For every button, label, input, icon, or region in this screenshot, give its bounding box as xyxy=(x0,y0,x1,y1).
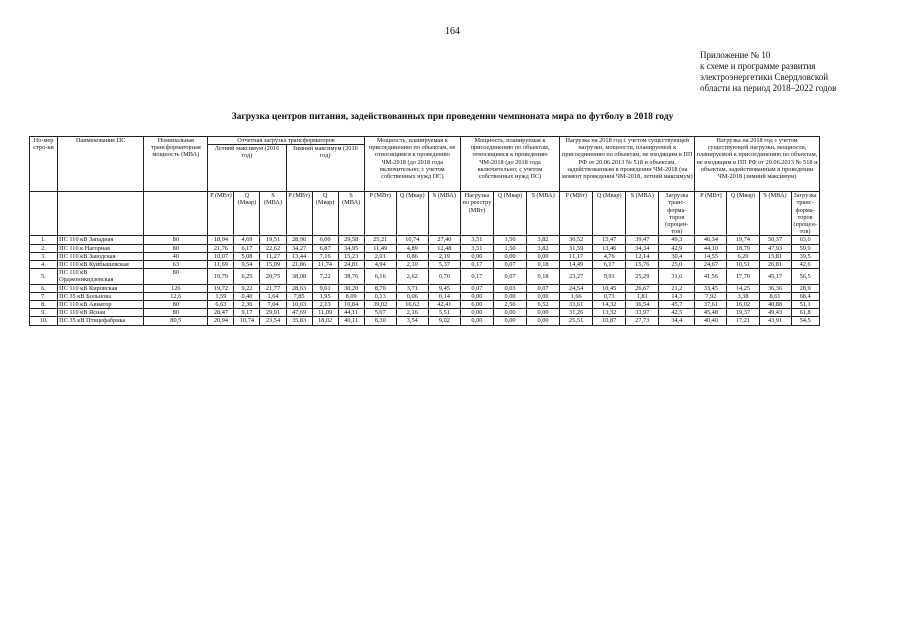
value-cell: 30,4 xyxy=(659,252,695,260)
rated-capacity: 80 xyxy=(144,309,208,317)
row-number: 2. xyxy=(30,244,58,252)
value-cell: 10,51 xyxy=(727,261,759,269)
value-cell: 56,5 xyxy=(791,269,819,284)
value-cell: 61,8 xyxy=(791,309,819,317)
value-cell: 6,87 xyxy=(312,244,338,252)
value-cell: 9,45 xyxy=(428,284,460,292)
value-cell: 13,44 xyxy=(286,252,312,260)
value-cell: 0,14 xyxy=(428,292,460,300)
value-cell: 33,61 xyxy=(560,301,593,309)
value-cell: 0,00 xyxy=(460,252,493,260)
value-cell: 16,62 xyxy=(396,301,428,309)
value-cell: 15,09 xyxy=(260,261,286,269)
value-cell: 44,11 xyxy=(338,309,364,317)
table-row xyxy=(30,236,876,244)
rated-capacity: 126 xyxy=(144,284,208,292)
value-cell: 18,79 xyxy=(727,244,759,252)
value-cell: 39,5 xyxy=(791,252,819,260)
value-cell: 34,34 xyxy=(626,244,659,252)
value-cell: 0,00 xyxy=(493,317,526,325)
substation-name: ПС 110 кВ Кировская xyxy=(58,284,144,292)
row-number: 7. xyxy=(30,292,58,300)
appendix-line: к схеме и программе развития xyxy=(700,61,816,71)
value-cell: 6,20 xyxy=(727,252,759,260)
value-cell: 36,36 xyxy=(759,284,791,292)
value-cell: 49,43 xyxy=(759,309,791,317)
row-number: 5. xyxy=(30,269,58,284)
value-cell: 6,25 xyxy=(234,269,260,284)
value-cell: 4,69 xyxy=(234,236,260,244)
value-cell: 11,27 xyxy=(260,252,286,260)
value-cell: 28,47 xyxy=(208,309,234,317)
value-cell: 26,67 xyxy=(626,284,659,292)
page-number: 164 xyxy=(445,26,460,37)
row-number: 6. xyxy=(30,284,58,292)
subheader-q: Q (Мвар) xyxy=(593,192,626,236)
value-cell: 2,56 xyxy=(493,301,526,309)
header-summer: Летний максимум (2016 год) xyxy=(208,145,286,192)
value-cell: 19,51 xyxy=(260,236,286,244)
value-cell: 0,00 xyxy=(460,292,493,300)
table-row xyxy=(30,284,876,292)
value-cell: 24,81 xyxy=(338,261,364,269)
subheader-p: P (МВт) xyxy=(695,192,727,236)
value-cell: 0,07 xyxy=(527,284,560,292)
value-cell: 46,34 xyxy=(695,236,727,244)
value-cell: 1,59 xyxy=(208,292,234,300)
value-cell: 1,66 xyxy=(560,292,593,300)
value-cell: 9,91 xyxy=(593,269,626,284)
row-number: 8. xyxy=(30,301,58,309)
value-cell: 35,83 xyxy=(286,317,312,325)
value-cell: 13,46 xyxy=(593,244,626,252)
header-planned: Мощность, планируемая к присоединению по объектам, не относящимся к проведению ЧМ-2018 (до 2018 года включительно; с учетом собственных нужд ПС) xyxy=(364,137,460,192)
substation-name: ПС 110 кВ Заводская xyxy=(58,252,144,260)
subheader-s: S (МВА) xyxy=(527,192,560,236)
value-cell: 15,81 xyxy=(759,252,791,260)
value-cell: 33,97 xyxy=(626,309,659,317)
value-cell: 42,6 xyxy=(791,261,819,269)
value-cell: 25,21 xyxy=(364,236,396,244)
substation-name: ПС 110 кВ Авиатор xyxy=(58,301,144,309)
value-cell: 19,79 xyxy=(208,269,234,284)
value-cell: 38,08 xyxy=(286,269,312,284)
value-cell: 21,86 xyxy=(286,261,312,269)
value-cell: 0,07 xyxy=(493,269,526,284)
value-cell: 34,95 xyxy=(338,244,364,252)
value-cell: 15,47 xyxy=(593,236,626,244)
value-cell: 20,75 xyxy=(260,269,286,284)
value-cell: 15,76 xyxy=(626,261,659,269)
value-cell: 41,56 xyxy=(695,269,727,284)
substation-name: ПС 110 кВ Ясная xyxy=(58,309,144,317)
value-cell: 15,23 xyxy=(338,252,364,260)
table-row xyxy=(30,292,876,300)
value-cell: 68,4 xyxy=(791,292,819,300)
subheader-transformer-load: Загрузка транс-форма-торов (процен-тов) xyxy=(659,192,695,236)
header-row xyxy=(30,137,876,145)
value-cell: 36,52 xyxy=(560,236,593,244)
substation-name: ПС 35 кВ Птицефабрика xyxy=(58,317,144,325)
value-cell: 10,74 xyxy=(396,236,428,244)
value-cell: 28,96 xyxy=(286,236,312,244)
subheader-load-registry: Нагрузка по реестру (МВт) xyxy=(460,192,493,236)
subheader-s: S (МВА) xyxy=(260,192,286,236)
row-number: 3. xyxy=(30,252,58,260)
value-cell: 31,6 xyxy=(659,269,695,284)
value-cell: 0,07 xyxy=(460,284,493,292)
value-cell: 6,17 xyxy=(234,244,260,252)
subheader-q: Q (Мвар) xyxy=(727,192,759,236)
substation-name: ПС 110 кВ Куйбышевская xyxy=(58,261,144,269)
value-cell: 40,88 xyxy=(759,301,791,309)
value-cell: 1,50 xyxy=(493,236,526,244)
value-cell: 1,50 xyxy=(493,244,526,252)
value-cell: 24,67 xyxy=(695,261,727,269)
header-worldcup: Мощность, планируемая к присоединению по объектам, относящимся к проведению ЧМ-2018 (до 2018 года включительно; с учетом собственных нужд ПС) xyxy=(460,137,559,192)
substation-name: ПС 110 кВ Западная xyxy=(58,236,144,244)
value-cell: 6,63 xyxy=(208,301,234,309)
value-cell: 33,45 xyxy=(695,284,727,292)
appendix-line: Приложение № 10 xyxy=(700,50,771,60)
value-cell: 0,00 xyxy=(493,292,526,300)
value-cell: 17,70 xyxy=(727,269,759,284)
value-cell: 0,06 xyxy=(396,292,428,300)
subheader-s: S (МВА) xyxy=(338,192,364,236)
value-cell: 50,37 xyxy=(759,236,791,244)
value-cell: 3,54 xyxy=(396,317,428,325)
value-cell: 9,54 xyxy=(234,261,260,269)
value-cell: 14,49 xyxy=(560,261,593,269)
value-cell: 2,01 xyxy=(364,252,396,260)
value-cell: 6,00 xyxy=(460,301,493,309)
value-cell: 4,76 xyxy=(593,252,626,260)
value-cell: 0,03 xyxy=(493,284,526,292)
header-name: Наименование ПС xyxy=(58,137,144,192)
value-cell: 31,59 xyxy=(560,244,593,252)
value-cell: 7,22 xyxy=(312,269,338,284)
subheader-p: P (МВт) xyxy=(208,192,234,236)
rated-capacity: 80 xyxy=(144,269,208,284)
value-cell: 3,38 xyxy=(727,292,759,300)
value-cell: 0,00 xyxy=(527,252,560,260)
value-cell: 26,81 xyxy=(759,261,791,269)
value-cell: 0,40 xyxy=(234,292,260,300)
value-cell: 8,09 xyxy=(338,292,364,300)
value-cell: 5,37 xyxy=(428,261,460,269)
value-cell: 17,21 xyxy=(727,317,759,325)
subheader-blank xyxy=(144,192,208,236)
value-cell: 18,94 xyxy=(208,236,234,244)
value-cell: 9,61 xyxy=(312,284,338,292)
value-cell: 29,58 xyxy=(338,236,364,244)
value-cell: 9,02 xyxy=(428,317,460,325)
value-cell: 11,74 xyxy=(312,261,338,269)
table-row xyxy=(30,301,876,309)
value-cell: 0,17 xyxy=(460,269,493,284)
value-cell: 12,48 xyxy=(428,244,460,252)
substation-name: ПС 35 кВ Больнова xyxy=(58,292,144,300)
value-cell: 2,10 xyxy=(396,261,428,269)
value-cell: 2,19 xyxy=(428,252,460,260)
rated-capacity: 80 xyxy=(144,301,208,309)
value-cell: 25,0 xyxy=(659,261,695,269)
value-cell: 3,71 xyxy=(396,284,428,292)
value-cell: 6,16 xyxy=(364,269,396,284)
value-cell: 10,84 xyxy=(338,301,364,309)
value-cell: 8,61 xyxy=(759,292,791,300)
value-cell: 2,62 xyxy=(396,269,428,284)
header-load-winter: Нагрузка на 2018 год с учетом существующей нагрузки, мощности, планируемой к присоединению по объектам, не входящим в ПП РФ от 20.06.2013 № 518 и объектам, задействованным в проведении ЧМ-2018 (зимний максимум) xyxy=(695,137,819,192)
value-cell: 21,77 xyxy=(260,284,286,292)
value-cell: 0,18 xyxy=(527,269,560,284)
subheader-p: P (МВт) xyxy=(560,192,593,236)
value-cell: 0,71 xyxy=(593,292,626,300)
value-cell: 0,00 xyxy=(527,309,560,317)
appendix-caption xyxy=(700,50,900,94)
value-cell: 20,94 xyxy=(208,317,234,325)
value-cell: 63,0 xyxy=(791,236,819,244)
document-title: Загрузка центров питания, задействованных при проведении чемпионата мира по футболу в 2018 году xyxy=(231,112,674,122)
value-cell: 0,00 xyxy=(460,317,493,325)
table-row xyxy=(30,309,876,317)
value-cell: 3,51 xyxy=(460,244,493,252)
value-cell: 11,49 xyxy=(364,244,396,252)
value-cell: 12,14 xyxy=(626,252,659,260)
subheader-q: Q (Мвар) xyxy=(493,192,526,236)
value-cell: 10,63 xyxy=(286,301,312,309)
table-row xyxy=(30,269,876,284)
value-cell: 47,93 xyxy=(759,244,791,252)
value-cell: 10,87 xyxy=(593,317,626,325)
value-cell: 9,17 xyxy=(234,309,260,317)
value-cell: 0,86 xyxy=(396,252,428,260)
subheader-q: Q (Мвар) xyxy=(396,192,428,236)
value-cell: 21,76 xyxy=(208,244,234,252)
rated-capacity: 80 xyxy=(144,236,208,244)
value-cell: 6,17 xyxy=(593,261,626,269)
subheader-blank xyxy=(30,192,58,236)
value-cell: 2,13 xyxy=(312,301,338,309)
value-cell: 22,62 xyxy=(260,244,286,252)
value-cell: 11,17 xyxy=(560,252,593,260)
header-capacity: Номинальная трансформаторная мощность (МВА) xyxy=(144,137,208,192)
value-cell: 7,92 xyxy=(695,292,727,300)
value-cell: 0,00 xyxy=(527,317,560,325)
value-cell: 25,51 xyxy=(560,317,593,325)
value-cell: 45,48 xyxy=(695,309,727,317)
value-cell: 8,30 xyxy=(364,317,396,325)
value-cell: 9,22 xyxy=(234,284,260,292)
value-cell: 59,9 xyxy=(791,244,819,252)
value-cell: 5,51 xyxy=(428,309,460,317)
value-cell: 5,08 xyxy=(234,252,260,260)
value-cell: 47,69 xyxy=(286,309,312,317)
value-cell: 44,10 xyxy=(695,244,727,252)
value-cell: 6,70 xyxy=(428,269,460,284)
value-cell: 5,07 xyxy=(364,309,396,317)
value-cell: 43,91 xyxy=(759,317,791,325)
value-cell: 51,1 xyxy=(791,301,819,309)
rated-capacity: 63 xyxy=(144,261,208,269)
value-cell: 27,40 xyxy=(428,236,460,244)
subheader-s: S (МВА) xyxy=(759,192,791,236)
subheader-s: S (МВА) xyxy=(428,192,460,236)
value-cell: 23,54 xyxy=(260,317,286,325)
value-cell: 4,89 xyxy=(396,244,428,252)
value-cell: 23,27 xyxy=(560,269,593,284)
value-cell: 2,36 xyxy=(234,301,260,309)
subheader-p: P (МВт) xyxy=(364,192,396,236)
appendix-line: электроэнергетики Свердловской xyxy=(700,72,829,82)
value-cell: 11,69 xyxy=(208,261,234,269)
value-cell: 7,85 xyxy=(286,292,312,300)
value-cell: 14,55 xyxy=(695,252,727,260)
value-cell: 13,32 xyxy=(593,309,626,317)
value-cell: 38,76 xyxy=(338,269,364,284)
value-cell: 39,02 xyxy=(364,301,396,309)
value-cell: 2,16 xyxy=(396,309,428,317)
value-cell: 28,9 xyxy=(791,284,819,292)
subheader-blank xyxy=(58,192,144,236)
value-cell: 6,52 xyxy=(527,301,560,309)
value-cell: 10,45 xyxy=(593,284,626,292)
value-cell: 19,37 xyxy=(727,309,759,317)
subheader-q: Q (Мвар) xyxy=(312,192,338,236)
value-cell: 25,29 xyxy=(626,269,659,284)
value-cell: 6,00 xyxy=(312,236,338,244)
value-cell: 49,3 xyxy=(659,236,695,244)
value-cell: 28,63 xyxy=(286,284,312,292)
header-report: Отчетная загрузка трансформаторов xyxy=(208,137,364,145)
table-row xyxy=(30,261,876,269)
value-cell: 14,3 xyxy=(659,292,695,300)
value-cell: 0,00 xyxy=(527,292,560,300)
value-cell: 36,54 xyxy=(626,301,659,309)
value-cell: 8,70 xyxy=(364,284,396,292)
value-cell: 10,74 xyxy=(234,317,260,325)
value-cell: 39,47 xyxy=(626,236,659,244)
table-body xyxy=(30,236,876,325)
value-cell: 0,00 xyxy=(460,309,493,317)
value-cell: 31,26 xyxy=(560,309,593,317)
subheader-s: S (МВА) xyxy=(626,192,659,236)
value-cell: 42,9 xyxy=(659,244,695,252)
value-cell: 27,73 xyxy=(626,317,659,325)
value-cell: 14,25 xyxy=(727,284,759,292)
substation-name: ПС 110 к Нагорная xyxy=(58,244,144,252)
row-number: 10. xyxy=(30,317,58,325)
value-cell: 45,17 xyxy=(759,269,791,284)
table-row xyxy=(30,317,876,325)
value-cell: 34,27 xyxy=(286,244,312,252)
rated-capacity: 80 xyxy=(144,244,208,252)
value-cell: 40,11 xyxy=(338,317,364,325)
subheader-p: P (МВт) xyxy=(286,192,312,236)
row-number: 1. xyxy=(30,236,58,244)
value-cell: 7,04 xyxy=(260,301,286,309)
value-cell: 0,07 xyxy=(493,261,526,269)
value-cell: 29,91 xyxy=(260,309,286,317)
subheader-transformer-load: Загрузка транс-форма-торов (процен-тов) xyxy=(791,192,819,236)
value-cell: 3,82 xyxy=(527,236,560,244)
value-cell: 42,5 xyxy=(659,309,695,317)
substation-name: ПС 110 кВ Орджоникидзевская xyxy=(58,269,144,284)
value-cell: 40,40 xyxy=(695,317,727,325)
value-cell: 42,41 xyxy=(428,301,460,309)
value-cell: 0,00 xyxy=(493,252,526,260)
subheader-q: Q (Мвар) xyxy=(234,192,260,236)
table-row xyxy=(30,244,876,252)
value-cell: 0,00 xyxy=(493,309,526,317)
value-cell: 54,5 xyxy=(791,317,819,325)
value-cell: 24,54 xyxy=(560,284,593,292)
value-cell: 19,74 xyxy=(727,236,759,244)
value-cell: 4,94 xyxy=(364,261,396,269)
value-cell: 7,16 xyxy=(312,252,338,260)
substation-load-table xyxy=(29,136,876,326)
header-load-summer: Нагрузка на 2018 год с учетом существующей нагрузки, мощности, планируемой к присоединению по объектам, не входящим в ПП РФ от 20.06.2013 № 518 и объектам, задействованным в проведении ЧМ-2018 (на момент проведения ЧМ-2018, летний максимум) xyxy=(560,137,695,192)
value-cell: 30,20 xyxy=(338,284,364,292)
table-row xyxy=(30,252,876,260)
rated-capacity: 12,6 xyxy=(144,292,208,300)
value-cell: 11,09 xyxy=(312,309,338,317)
value-cell: 0,18 xyxy=(527,261,560,269)
header-num: Но-мер стро-ки xyxy=(30,137,58,192)
rated-capacity: 40 xyxy=(144,252,208,260)
value-cell: 0,17 xyxy=(460,261,493,269)
value-cell: 1,95 xyxy=(312,292,338,300)
value-cell: 1,64 xyxy=(260,292,286,300)
rated-capacity: 80,5 xyxy=(144,317,208,325)
subheader-row xyxy=(30,192,876,236)
row-number: 4. xyxy=(30,261,58,269)
value-cell: 3,51 xyxy=(460,236,493,244)
row-number: 9. xyxy=(30,309,58,317)
value-cell: 0,13 xyxy=(364,292,396,300)
value-cell: 18,02 xyxy=(312,317,338,325)
value-cell: 16,02 xyxy=(727,301,759,309)
value-cell: 34,4 xyxy=(659,317,695,325)
value-cell: 19,72 xyxy=(208,284,234,292)
value-cell: 3,82 xyxy=(527,244,560,252)
value-cell: 10,07 xyxy=(208,252,234,260)
value-cell: 14,32 xyxy=(593,301,626,309)
value-cell: 1,81 xyxy=(626,292,659,300)
appendix-line: области на период 2018–2022 годов xyxy=(700,83,837,93)
value-cell: 45,7 xyxy=(659,301,695,309)
value-cell: 21,2 xyxy=(659,284,695,292)
header-winter: Зимний максимум (2016 год) xyxy=(286,145,364,192)
value-cell: 37,61 xyxy=(695,301,727,309)
